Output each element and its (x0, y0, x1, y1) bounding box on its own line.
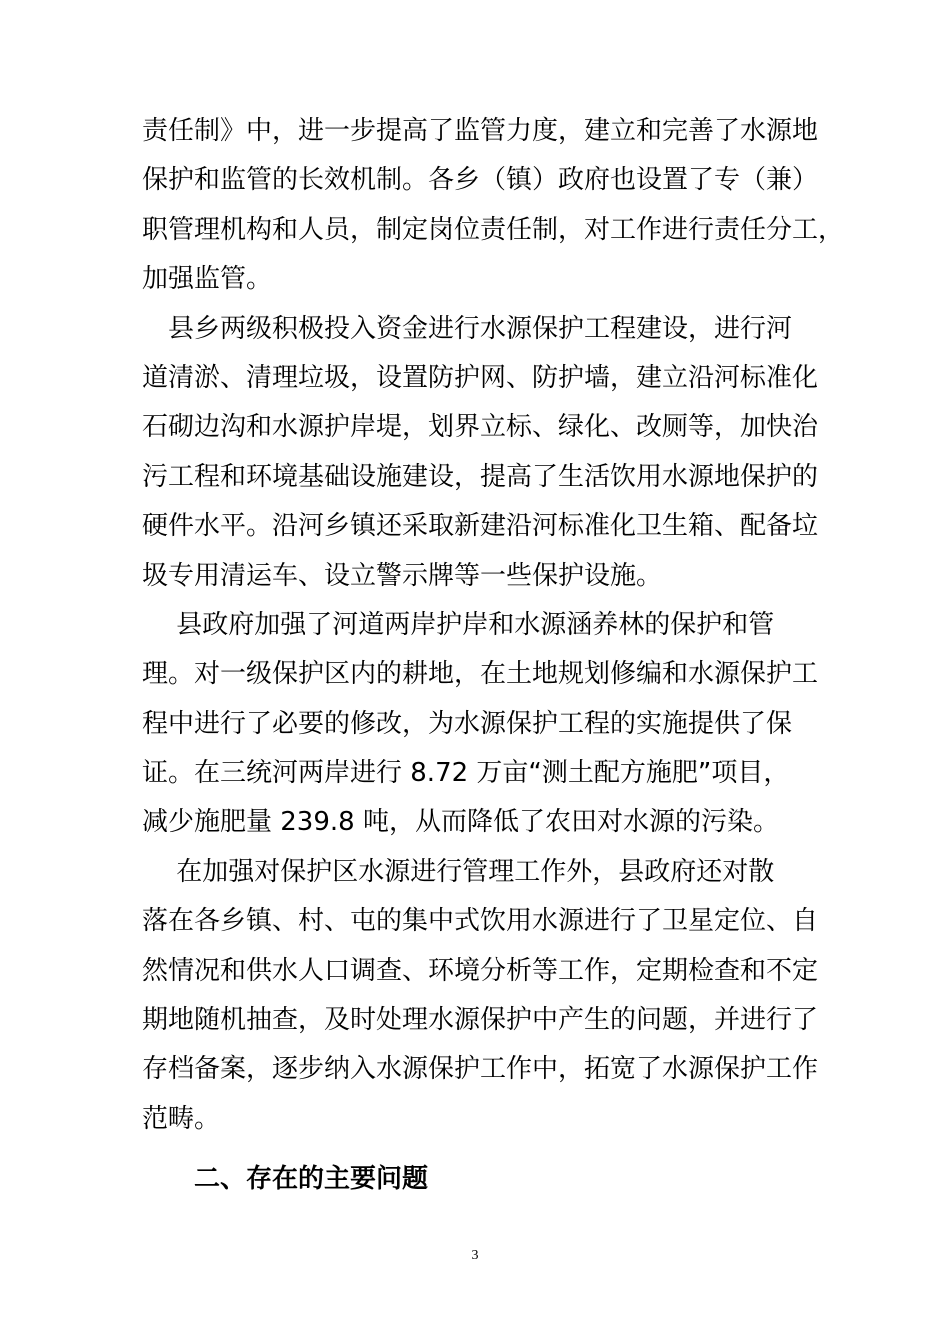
text-line: 县政府加强了河道两岸护岸和水源涵养林的保护和管 (142, 609, 775, 640)
text-line: 在加强对保护区水源进行管理工作外，县政府还对散 (142, 856, 775, 887)
text-line: 理。对一级保护区内的耕地，在土地规划修编和水源保护工 (142, 659, 819, 690)
text-line: 存档备案，逐步纳入水源保护工作中，拓宽了水源保护工作 (142, 1054, 819, 1085)
text-line: 县乡两级积极投入资金进行水源保护工程建设，进行河 (142, 313, 793, 344)
text-line: 圾专用清运车、设立警示牌等一些保护设施。 (142, 560, 663, 591)
section-heading: 二、存在的主要问题 (194, 1164, 429, 1194)
text-line: 期地随机抽查，及时处理水源保护中产生的问题，并进行了 (142, 1005, 819, 1036)
text-line: 职管理机构和人员，制定岗位责任制，对工作进行责任分工， (142, 214, 845, 245)
text-line: 道清淤、清理垃圾，设置防护网、防护墙，建立沿河标准化 (142, 362, 819, 393)
text-line: 落在各乡镇、村、屯的集中式饮用水源进行了卫星定位、自 (142, 906, 819, 937)
text-line: 硬件水平。沿河乡镇还采取新建沿河标准化卫生箱、配备垃 (142, 511, 819, 542)
text-line: 责任制》中，进一步提高了监管力度，建立和完善了水源地 (142, 116, 819, 146)
text-line: 加强监管。 (142, 264, 273, 295)
document-body (142, 107, 845, 1144)
text-line: 范畴。 (142, 1103, 221, 1134)
text-line: 保护和监管的长效机制。各乡（镇）政府也设置了专（兼） (142, 165, 819, 196)
text-line: 证。在三统河两岸进行 8.72 万亩“测土配方施肥”项目， (142, 758, 790, 789)
text-line: 石砌边沟和水源护岸堤，划界立标、绿化、改厕等，加快治 (142, 412, 819, 443)
text-line: 污工程和环境基础设施建设，提高了生活饮用水源地保护的 (142, 461, 819, 492)
text-line: 程中进行了必要的修改，为水源保护工程的实施提供了保 (142, 708, 793, 739)
text-line: 减少施肥量 239.8 吨，从而降低了农田对水源的污染。 (142, 807, 779, 838)
page-number: 3 (471, 1248, 479, 1263)
text-line: 然情况和供水人口调查、环境分析等工作，定期检查和不定 (142, 955, 819, 986)
